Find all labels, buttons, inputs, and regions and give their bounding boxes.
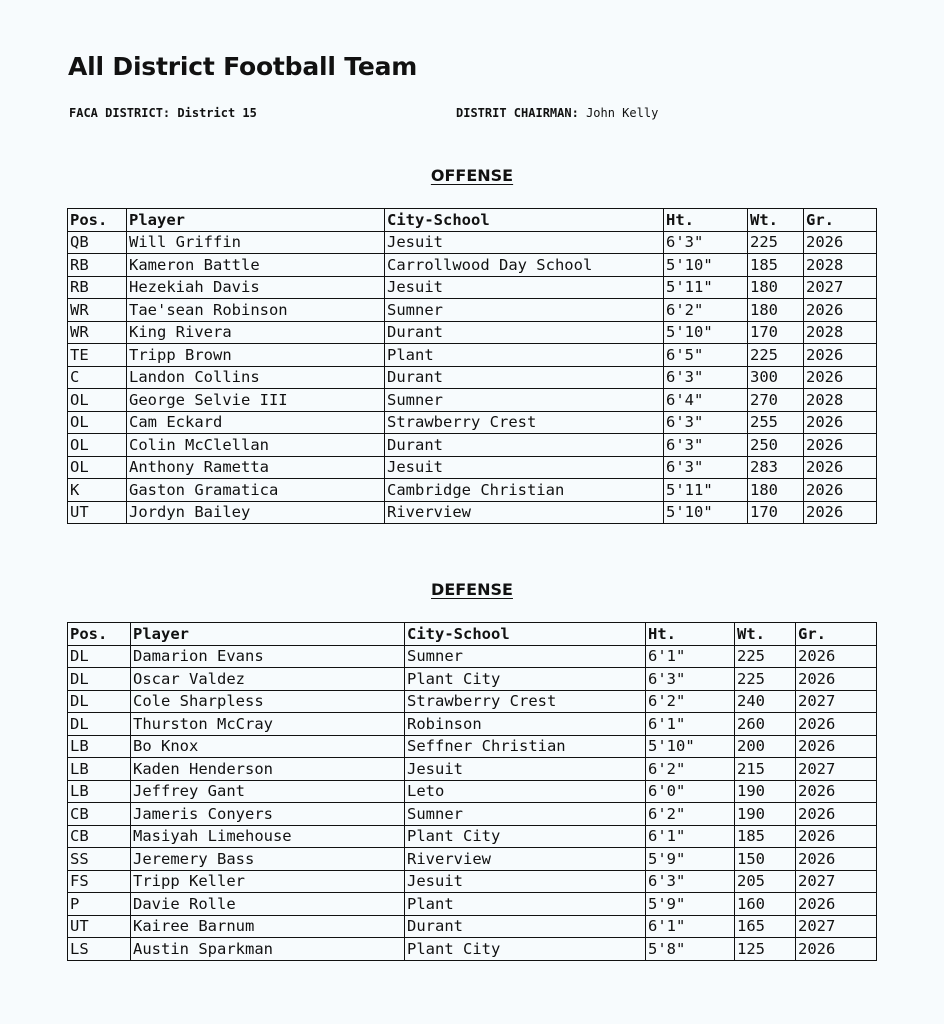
cell-city-school: Jesuit <box>385 231 664 254</box>
cell-pos: OL <box>68 389 127 412</box>
page-title: All District Football Team <box>68 52 418 81</box>
table-row <box>68 690 877 713</box>
cell-city-school: Sumner <box>405 803 646 826</box>
cell-player: Austin Sparkman <box>131 938 405 961</box>
table-row <box>68 645 877 668</box>
table-row <box>68 938 877 961</box>
cell-height: 5'10" <box>664 321 748 344</box>
table-row <box>68 434 877 457</box>
table-row <box>68 321 877 344</box>
cell-grade: 2026 <box>796 735 877 758</box>
cell-weight: 180 <box>748 479 804 502</box>
cell-city-school: Sumner <box>385 299 664 322</box>
cell-pos: LB <box>68 780 131 803</box>
col-header-player: Player <box>127 209 385 232</box>
cell-grade: 2027 <box>796 915 877 938</box>
table-row <box>68 893 877 916</box>
offense-table <box>67 208 877 524</box>
cell-height: 6'3" <box>664 456 748 479</box>
cell-height: 6'3" <box>664 366 748 389</box>
cell-weight: 255 <box>748 411 804 434</box>
cell-grade: 2027 <box>796 870 877 893</box>
cell-city-school: Jesuit <box>405 870 646 893</box>
cell-pos: QB <box>68 231 127 254</box>
cell-city-school: Jesuit <box>385 456 664 479</box>
cell-height: 6'2" <box>646 758 735 781</box>
cell-player: Oscar Valdez <box>131 668 405 691</box>
table-row <box>68 735 877 758</box>
cell-player: Cam Eckard <box>127 411 385 434</box>
cell-pos: CB <box>68 825 131 848</box>
table-row <box>68 668 877 691</box>
district-label: FACA DISTRICT: <box>69 106 171 120</box>
defense-table <box>67 622 877 961</box>
cell-city-school: Seffner Christian <box>405 735 646 758</box>
cell-pos: RB <box>68 276 127 299</box>
table-row <box>68 456 877 479</box>
col-header-player: Player <box>131 623 405 646</box>
table-row <box>68 848 877 871</box>
cell-player: Hezekiah Davis <box>127 276 385 299</box>
table-row <box>68 366 877 389</box>
cell-weight: 190 <box>735 803 796 826</box>
cell-grade: 2026 <box>796 645 877 668</box>
cell-weight: 225 <box>748 231 804 254</box>
cell-weight: 225 <box>748 344 804 367</box>
cell-pos: DL <box>68 690 131 713</box>
cell-height: 5'11" <box>664 479 748 502</box>
cell-height: 5'9" <box>646 893 735 916</box>
cell-city-school: Riverview <box>385 501 664 524</box>
table-row <box>68 254 877 277</box>
cell-weight: 250 <box>748 434 804 457</box>
chairman-label: DISTRIT CHAIRMAN: <box>456 106 579 120</box>
table-row <box>68 825 877 848</box>
cell-height: 5'10" <box>664 254 748 277</box>
cell-player: Jeremery Bass <box>131 848 405 871</box>
cell-player: Gaston Gramatica <box>127 479 385 502</box>
cell-city-school: Plant City <box>405 668 646 691</box>
cell-height: 6'0" <box>646 780 735 803</box>
cell-weight: 200 <box>735 735 796 758</box>
cell-height: 6'1" <box>646 825 735 848</box>
cell-player: Landon Collins <box>127 366 385 389</box>
cell-height: 6'2" <box>646 803 735 826</box>
cell-city-school: Plant <box>405 893 646 916</box>
cell-city-school: Leto <box>405 780 646 803</box>
cell-weight: 185 <box>735 825 796 848</box>
cell-city-school: Durant <box>385 366 664 389</box>
cell-grade: 2028 <box>804 254 877 277</box>
cell-player: Kaden Henderson <box>131 758 405 781</box>
table-row <box>68 276 877 299</box>
cell-pos: K <box>68 479 127 502</box>
cell-pos: OL <box>68 411 127 434</box>
cell-player: Tripp Brown <box>127 344 385 367</box>
table-row <box>68 501 877 524</box>
cell-pos: WR <box>68 299 127 322</box>
cell-pos: WR <box>68 321 127 344</box>
cell-player: Masiyah Limehouse <box>131 825 405 848</box>
district-value: District 15 <box>177 106 257 120</box>
cell-grade: 2026 <box>804 299 877 322</box>
table-row <box>68 713 877 736</box>
table-row <box>68 870 877 893</box>
cell-weight: 260 <box>735 713 796 736</box>
table-row <box>68 344 877 367</box>
cell-weight: 205 <box>735 870 796 893</box>
cell-player: Colin McClellan <box>127 434 385 457</box>
cell-player: Thurston McCray <box>131 713 405 736</box>
cell-grade: 2027 <box>796 690 877 713</box>
cell-grade: 2026 <box>804 344 877 367</box>
col-header-weight: Wt. <box>748 209 804 232</box>
cell-height: 5'10" <box>646 735 735 758</box>
cell-grade: 2026 <box>796 825 877 848</box>
table-row <box>68 915 877 938</box>
cell-height: 6'2" <box>664 299 748 322</box>
cell-city-school: Plant <box>385 344 664 367</box>
table-row <box>68 299 877 322</box>
cell-pos: TE <box>68 344 127 367</box>
cell-grade: 2028 <box>804 389 877 412</box>
cell-player: King Rivera <box>127 321 385 344</box>
cell-grade: 2026 <box>804 479 877 502</box>
cell-pos: FS <box>68 870 131 893</box>
table-row <box>68 231 877 254</box>
cell-pos: P <box>68 893 131 916</box>
cell-weight: 165 <box>735 915 796 938</box>
district-info <box>69 106 257 120</box>
cell-city-school: Durant <box>405 915 646 938</box>
cell-height: 6'5" <box>664 344 748 367</box>
cell-player: Anthony Rametta <box>127 456 385 479</box>
cell-city-school: Jesuit <box>385 276 664 299</box>
cell-weight: 283 <box>748 456 804 479</box>
col-header-height: Ht. <box>664 209 748 232</box>
cell-height: 6'2" <box>646 690 735 713</box>
table-row <box>68 758 877 781</box>
cell-weight: 125 <box>735 938 796 961</box>
col-header-city-school: City-School <box>405 623 646 646</box>
cell-weight: 270 <box>748 389 804 412</box>
cell-city-school: Carrollwood Day School <box>385 254 664 277</box>
cell-grade: 2026 <box>804 434 877 457</box>
cell-height: 6'1" <box>646 915 735 938</box>
offense-header-row <box>68 209 877 232</box>
cell-pos: SS <box>68 848 131 871</box>
cell-weight: 300 <box>748 366 804 389</box>
cell-player: Damarion Evans <box>131 645 405 668</box>
cell-height: 6'1" <box>646 713 735 736</box>
cell-city-school: Robinson <box>405 713 646 736</box>
cell-height: 6'3" <box>664 231 748 254</box>
cell-weight: 190 <box>735 780 796 803</box>
cell-grade: 2026 <box>796 848 877 871</box>
cell-pos: DL <box>68 713 131 736</box>
defense-heading: DEFENSE <box>431 580 513 599</box>
cell-height: 6'3" <box>664 411 748 434</box>
cell-grade: 2026 <box>804 411 877 434</box>
cell-city-school: Strawberry Crest <box>405 690 646 713</box>
cell-grade: 2026 <box>796 713 877 736</box>
table-row <box>68 780 877 803</box>
cell-pos: LB <box>68 735 131 758</box>
cell-weight: 185 <box>748 254 804 277</box>
cell-pos: RB <box>68 254 127 277</box>
cell-height: 5'8" <box>646 938 735 961</box>
cell-player: Davie Rolle <box>131 893 405 916</box>
cell-grade: 2026 <box>796 893 877 916</box>
cell-pos: DL <box>68 668 131 691</box>
cell-player: Tae'sean Robinson <box>127 299 385 322</box>
cell-city-school: Sumner <box>385 389 664 412</box>
cell-city-school: Durant <box>385 434 664 457</box>
cell-player: Tripp Keller <box>131 870 405 893</box>
cell-pos: UT <box>68 501 127 524</box>
cell-player: Bo Knox <box>131 735 405 758</box>
cell-player: George Selvie III <box>127 389 385 412</box>
cell-city-school: Plant City <box>405 825 646 848</box>
cell-grade: 2026 <box>804 366 877 389</box>
cell-city-school: Sumner <box>405 645 646 668</box>
cell-grade: 2026 <box>804 456 877 479</box>
cell-city-school: Jesuit <box>405 758 646 781</box>
cell-city-school: Durant <box>385 321 664 344</box>
table-row <box>68 803 877 826</box>
cell-pos: C <box>68 366 127 389</box>
cell-height: 6'4" <box>664 389 748 412</box>
cell-grade: 2026 <box>796 803 877 826</box>
cell-player: Cole Sharpless <box>131 690 405 713</box>
cell-grade: 2028 <box>804 321 877 344</box>
cell-weight: 180 <box>748 299 804 322</box>
col-header-weight: Wt. <box>735 623 796 646</box>
cell-grade: 2026 <box>796 780 877 803</box>
cell-weight: 170 <box>748 501 804 524</box>
cell-city-school: Cambridge Christian <box>385 479 664 502</box>
cell-player: Kameron Battle <box>127 254 385 277</box>
cell-city-school: Plant City <box>405 938 646 961</box>
col-header-grade: Gr. <box>796 623 877 646</box>
cell-height: 5'9" <box>646 848 735 871</box>
col-header-grade: Gr. <box>804 209 877 232</box>
col-header-pos: Pos. <box>68 623 131 646</box>
cell-grade: 2026 <box>796 938 877 961</box>
cell-weight: 170 <box>748 321 804 344</box>
cell-height: 6'3" <box>646 870 735 893</box>
cell-grade: 2026 <box>804 501 877 524</box>
cell-grade: 2027 <box>804 276 877 299</box>
cell-city-school: Strawberry Crest <box>385 411 664 434</box>
cell-pos: LB <box>68 758 131 781</box>
chairman-value: John Kelly <box>586 106 659 120</box>
cell-pos: CB <box>68 803 131 826</box>
cell-weight: 240 <box>735 690 796 713</box>
cell-player: Jeffrey Gant <box>131 780 405 803</box>
table-row <box>68 479 877 502</box>
cell-weight: 180 <box>748 276 804 299</box>
offense-heading: OFFENSE <box>430 166 514 185</box>
cell-pos: UT <box>68 915 131 938</box>
cell-height: 5'10" <box>664 501 748 524</box>
col-header-height: Ht. <box>646 623 735 646</box>
cell-city-school: Riverview <box>405 848 646 871</box>
cell-pos: DL <box>68 645 131 668</box>
cell-grade: 2026 <box>796 668 877 691</box>
cell-weight: 160 <box>735 893 796 916</box>
cell-grade: 2026 <box>804 231 877 254</box>
cell-grade: 2027 <box>796 758 877 781</box>
cell-height: 5'11" <box>664 276 748 299</box>
table-row <box>68 389 877 412</box>
cell-weight: 225 <box>735 668 796 691</box>
cell-player: Jameris Conyers <box>131 803 405 826</box>
cell-height: 6'1" <box>646 645 735 668</box>
cell-pos: OL <box>68 434 127 457</box>
col-header-city-school: City-School <box>385 209 664 232</box>
cell-player: Will Griffin <box>127 231 385 254</box>
cell-pos: OL <box>68 456 127 479</box>
cell-weight: 150 <box>735 848 796 871</box>
cell-height: 6'3" <box>664 434 748 457</box>
cell-player: Kairee Barnum <box>131 915 405 938</box>
table-row <box>68 411 877 434</box>
cell-weight: 225 <box>735 645 796 668</box>
cell-height: 6'3" <box>646 668 735 691</box>
chairman-info <box>456 106 658 120</box>
cell-weight: 215 <box>735 758 796 781</box>
defense-header-row <box>68 623 877 646</box>
cell-player: Jordyn Bailey <box>127 501 385 524</box>
cell-pos: LS <box>68 938 131 961</box>
col-header-pos: Pos. <box>68 209 127 232</box>
